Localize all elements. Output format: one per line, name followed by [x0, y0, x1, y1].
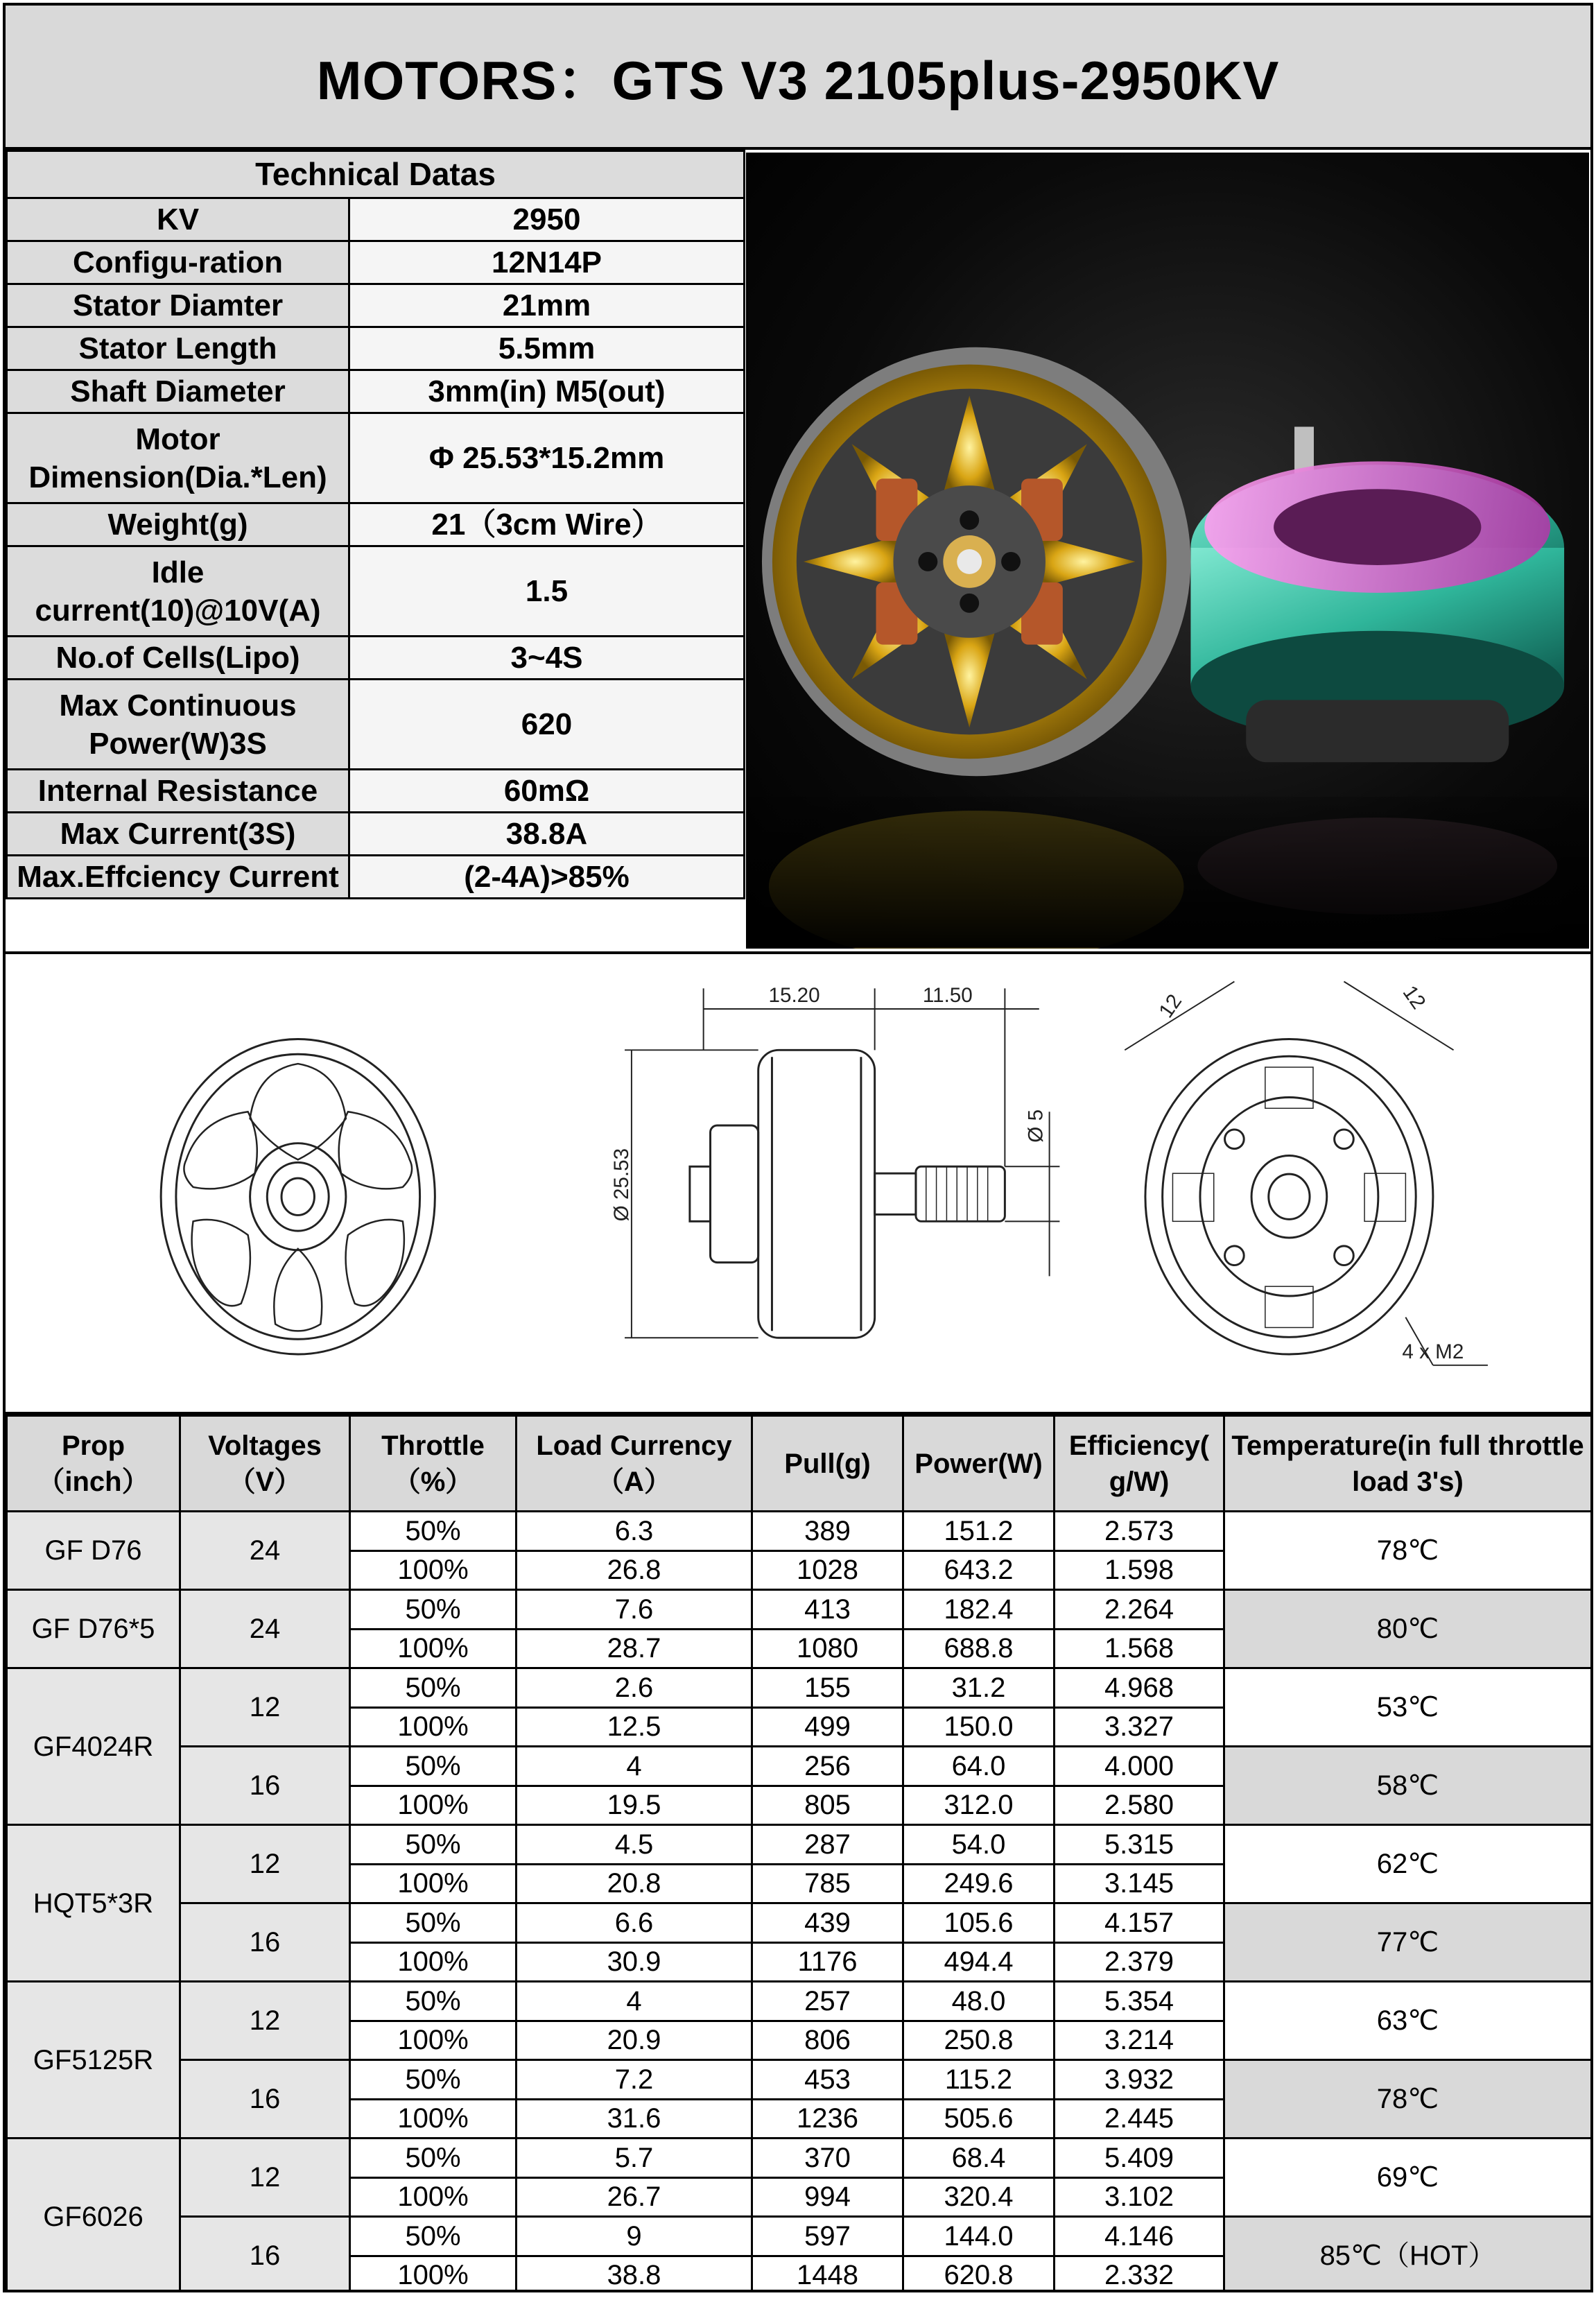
pull-cell: 413 — [752, 1590, 903, 1630]
tech-row — [7, 546, 745, 637]
pull-cell: 287 — [752, 1825, 903, 1865]
tech-row — [7, 284, 745, 327]
power-cell: 68.4 — [903, 2139, 1055, 2178]
side-view-drawing — [690, 1050, 1005, 1338]
prop-name: GF D76 — [7, 1512, 180, 1590]
tech-value: 3~4S — [349, 637, 745, 680]
tech-label: Max.Effciency Current — [7, 856, 349, 899]
tech-header: Technical Datas — [7, 151, 745, 198]
throttle-cell: 100% — [350, 1786, 517, 1825]
power-cell: 115.2 — [903, 2060, 1055, 2100]
efficiency-cell: 1.568 — [1055, 1629, 1224, 1668]
tech-value: 1.5 — [349, 546, 745, 637]
voltage-cell: 16 — [180, 1903, 350, 1982]
table-row — [7, 1590, 1592, 1630]
tech-value: 60mΩ — [349, 770, 745, 813]
power-cell: 54.0 — [903, 1825, 1055, 1865]
temperature-cell: 69℃ — [1224, 2139, 1592, 2217]
table-row — [7, 2139, 1592, 2178]
pull-cell: 256 — [752, 1747, 903, 1786]
efficiency-cell: 3.214 — [1055, 2021, 1224, 2060]
throttle-cell: 100% — [350, 2021, 517, 2060]
table-row — [7, 1982, 1592, 2021]
load-current-cell: 20.8 — [517, 1864, 752, 1903]
throttle-cell: 50% — [350, 1668, 517, 1708]
power-cell: 249.6 — [903, 1864, 1055, 1903]
temperature-cell: 63℃ — [1224, 1982, 1592, 2060]
pull-cell: 806 — [752, 2021, 903, 2060]
pull-cell: 597 — [752, 2217, 903, 2256]
temperature-cell: 62℃ — [1224, 1825, 1592, 1903]
throttle-cell: 50% — [350, 1825, 517, 1865]
load-current-cell: 9 — [517, 2217, 752, 2256]
tech-header-row — [7, 151, 745, 198]
load-current-cell: 7.6 — [517, 1590, 752, 1630]
voltage-cell: 24 — [180, 1512, 350, 1590]
throttle-cell: 50% — [350, 2139, 517, 2178]
load-current-cell: 4 — [517, 1982, 752, 2021]
efficiency-cell: 2.379 — [1055, 1942, 1224, 1982]
load-current-cell: 4 — [517, 1747, 752, 1786]
tech-label: Max Continuous Power(W)3S — [7, 680, 349, 770]
efficiency-cell: 4.146 — [1055, 2217, 1224, 2256]
prop-name: GF D76*5 — [7, 1590, 180, 1668]
throttle-cell: 100% — [350, 1550, 517, 1590]
tech-value: 21mm — [349, 284, 745, 327]
pull-cell: 785 — [752, 1864, 903, 1903]
throttle-cell: 100% — [350, 1864, 517, 1903]
power-cell: 494.4 — [903, 1942, 1055, 1982]
throttle-cell: 100% — [350, 1707, 517, 1747]
throttle-cell: 50% — [350, 2060, 517, 2100]
spec-sheet — [3, 3, 1593, 2292]
voltage-cell: 12 — [180, 1982, 350, 2060]
voltage-cell: 12 — [180, 2139, 350, 2217]
prop-name: GF6026 — [7, 2139, 180, 2293]
tech-label: Stator Length — [7, 327, 349, 370]
tech-row — [7, 813, 745, 856]
pull-cell: 257 — [752, 1982, 903, 2021]
voltage-cell: 16 — [180, 1747, 350, 1825]
efficiency-cell: 2.580 — [1055, 1786, 1224, 1825]
power-cell: 105.6 — [903, 1903, 1055, 1943]
table-row — [7, 1903, 1592, 1943]
tech-row — [7, 413, 745, 503]
pull-cell: 1448 — [752, 2256, 903, 2292]
temperature-cell: 78℃ — [1224, 2060, 1592, 2139]
efficiency-cell: 2.445 — [1055, 2099, 1224, 2139]
load-current-cell: 38.8 — [517, 2256, 752, 2292]
prop-name: GF4024R — [7, 1668, 180, 1825]
dim-shaft-label: 11.50 — [922, 984, 973, 1008]
tech-label: Internal Resistance — [7, 770, 349, 813]
load-current-cell: 30.9 — [517, 1942, 752, 1982]
pull-cell: 389 — [752, 1512, 903, 1551]
tech-label: KV — [7, 198, 349, 241]
power-cell: 250.8 — [903, 2021, 1055, 2060]
tech-row — [7, 370, 745, 413]
table-row — [7, 1512, 1592, 1551]
power-cell: 151.2 — [903, 1512, 1055, 1551]
tech-label: Idle current(10)@10V(A) — [7, 546, 349, 637]
tech-value: 38.8A — [349, 813, 745, 856]
load-current-cell: 7.2 — [517, 2060, 752, 2100]
power-cell: 320.4 — [903, 2177, 1055, 2217]
table-row — [7, 1668, 1592, 1708]
header-prop: Prop （inch） — [7, 1416, 180, 1512]
efficiency-cell: 4.157 — [1055, 1903, 1224, 1943]
efficiency-cell: 4.968 — [1055, 1668, 1224, 1708]
efficiency-cell: 3.327 — [1055, 1707, 1224, 1747]
tech-value: (2-4A)>85% — [349, 856, 745, 899]
power-cell: 620.8 — [903, 2256, 1055, 2292]
throttle-cell: 50% — [350, 1903, 517, 1943]
efficiency-cell: 1.598 — [1055, 1550, 1224, 1590]
load-current-cell: 26.7 — [517, 2177, 752, 2217]
power-cell: 643.2 — [903, 1550, 1055, 1590]
throttle-cell: 100% — [350, 2099, 517, 2139]
dim-shaft-dia-label: Ø 5 — [1024, 1109, 1048, 1143]
tech-label: Shaft Diameter — [7, 370, 349, 413]
efficiency-cell: 5.354 — [1055, 1982, 1224, 2021]
prop-name: GF5125R — [7, 1982, 180, 2139]
header-throttle: Throttle （%） — [350, 1416, 517, 1512]
load-current-cell: 2.6 — [517, 1668, 752, 1708]
voltage-cell: 12 — [180, 1668, 350, 1747]
power-cell: 31.2 — [903, 1668, 1055, 1708]
tech-row — [7, 770, 745, 813]
tech-row — [7, 680, 745, 770]
pull-cell: 1028 — [752, 1550, 903, 1590]
tech-row — [7, 856, 745, 899]
throttle-cell: 100% — [350, 1942, 517, 1982]
performance-table — [6, 1415, 1593, 2292]
throttle-cell: 50% — [350, 1747, 517, 1786]
tech-value: 3mm(in) M5(out) — [349, 370, 745, 413]
power-cell: 144.0 — [903, 2217, 1055, 2256]
bottom-view-drawing — [1125, 982, 1488, 1365]
tech-label: Motor Dimension(Dia.*Len) — [7, 413, 349, 503]
throttle-cell: 100% — [350, 2177, 517, 2217]
throttle-cell: 50% — [350, 1512, 517, 1551]
tech-value: Φ 25.53*15.2mm — [349, 413, 745, 503]
tech-value: 2950 — [349, 198, 745, 241]
technical-data-table — [6, 150, 745, 899]
prop-name: HQT5*3R — [7, 1825, 180, 1982]
tech-row — [7, 637, 745, 680]
temperature-cell: 78℃ — [1224, 1512, 1592, 1590]
header-temperature: Temperature(in full throttle load 3's) — [1224, 1416, 1592, 1512]
efficiency-cell: 2.573 — [1055, 1512, 1224, 1551]
load-current-cell: 5.7 — [517, 2139, 752, 2178]
load-current-cell: 31.6 — [517, 2099, 752, 2139]
tech-label: Configu-ration — [7, 241, 349, 284]
power-cell: 688.8 — [903, 1629, 1055, 1668]
throttle-cell: 50% — [350, 2217, 517, 2256]
tech-label: Weight(g) — [7, 503, 349, 546]
pull-cell: 499 — [752, 1707, 903, 1747]
tech-value: 21（3cm Wire） — [349, 503, 745, 546]
tech-value: 12N14P — [349, 241, 745, 284]
efficiency-cell: 3.932 — [1055, 2060, 1224, 2100]
tech-row — [7, 198, 745, 241]
pull-cell: 1176 — [752, 1942, 903, 1982]
dim-length-label: 15.20 — [768, 984, 820, 1008]
power-cell: 150.0 — [903, 1707, 1055, 1747]
throttle-cell: 100% — [350, 2256, 517, 2292]
power-cell: 182.4 — [903, 1590, 1055, 1630]
pull-cell: 439 — [752, 1903, 903, 1943]
pull-cell: 805 — [752, 1786, 903, 1825]
pull-cell: 1236 — [752, 2099, 903, 2139]
page-title: MOTORS：GTS V3 2105plus-2950KV — [316, 50, 1280, 111]
efficiency-cell: 2.332 — [1055, 2256, 1224, 2292]
header-voltage: Voltages （V） — [180, 1416, 350, 1512]
efficiency-cell: 5.409 — [1055, 2139, 1224, 2178]
temperature-cell: 58℃ — [1224, 1747, 1592, 1825]
load-current-cell: 20.9 — [517, 2021, 752, 2060]
pull-cell: 155 — [752, 1668, 903, 1708]
motor-photo-illustration — [748, 153, 1589, 949]
dim-screws-label: 4 x M2 — [1402, 1340, 1464, 1363]
motor-photo — [746, 153, 1589, 949]
efficiency-cell: 5.315 — [1055, 1825, 1224, 1865]
load-current-cell: 6.6 — [517, 1903, 752, 1943]
power-cell: 505.6 — [903, 2099, 1055, 2139]
power-cell: 64.0 — [903, 1747, 1055, 1786]
efficiency-cell: 4.000 — [1055, 1747, 1224, 1786]
pull-cell: 1080 — [752, 1629, 903, 1668]
temperature-cell: 53℃ — [1224, 1668, 1592, 1747]
load-current-cell: 19.5 — [517, 1786, 752, 1825]
voltage-cell: 12 — [180, 1825, 350, 1903]
top-view-drawing — [161, 1039, 435, 1354]
temperature-cell: 80℃ — [1224, 1590, 1592, 1668]
load-current-cell: 28.7 — [517, 1629, 752, 1668]
table-row — [7, 2217, 1592, 2256]
header-efficiency: Efficiency( g/W) — [1055, 1416, 1224, 1512]
table-row — [7, 1747, 1592, 1786]
table-row — [7, 2060, 1592, 2100]
title-bar — [6, 6, 1590, 150]
header-power: Power(W) — [903, 1416, 1055, 1512]
voltage-cell: 16 — [180, 2217, 350, 2293]
header-pull: Pull(g) — [752, 1416, 903, 1512]
tech-value: 620 — [349, 680, 745, 770]
tech-label: Stator Diamter — [7, 284, 349, 327]
power-cell: 312.0 — [903, 1786, 1055, 1825]
efficiency-cell: 3.145 — [1055, 1864, 1224, 1903]
table-row — [7, 1825, 1592, 1865]
temperature-cell: 85℃（HOT） — [1224, 2217, 1592, 2293]
header-load-current: Load Currency （A） — [517, 1416, 752, 1512]
drawings-svg — [6, 954, 1590, 1412]
dim-diameter-label: Ø 25.53 — [609, 1148, 633, 1222]
throttle-cell: 50% — [350, 1590, 517, 1630]
voltage-cell: 16 — [180, 2060, 350, 2139]
power-cell: 48.0 — [903, 1982, 1055, 2021]
efficiency-cell: 2.264 — [1055, 1590, 1224, 1630]
load-current-cell: 4.5 — [517, 1825, 752, 1865]
load-current-cell: 12.5 — [517, 1707, 752, 1747]
dim-mount-b-label: 12 — [1398, 981, 1430, 1014]
pull-cell: 370 — [752, 2139, 903, 2178]
pull-cell: 994 — [752, 2177, 903, 2217]
throttle-cell: 50% — [350, 1982, 517, 2021]
tech-row — [7, 327, 745, 370]
pull-cell: 453 — [752, 2060, 903, 2100]
load-current-cell: 6.3 — [517, 1512, 752, 1551]
voltage-cell: 24 — [180, 1590, 350, 1668]
efficiency-cell: 3.102 — [1055, 2177, 1224, 2217]
temperature-cell: 77℃ — [1224, 1903, 1592, 1982]
throttle-cell: 100% — [350, 1629, 517, 1668]
technical-drawings — [6, 951, 1590, 1415]
load-current-cell: 26.8 — [517, 1550, 752, 1590]
dim-mount-a-label: 12 — [1154, 990, 1187, 1022]
tech-row — [7, 241, 745, 284]
tech-row — [7, 503, 745, 546]
tech-label: No.of Cells(Lipo) — [7, 637, 349, 680]
tech-value: 5.5mm — [349, 327, 745, 370]
tech-label: Max Current(3S) — [7, 813, 349, 856]
